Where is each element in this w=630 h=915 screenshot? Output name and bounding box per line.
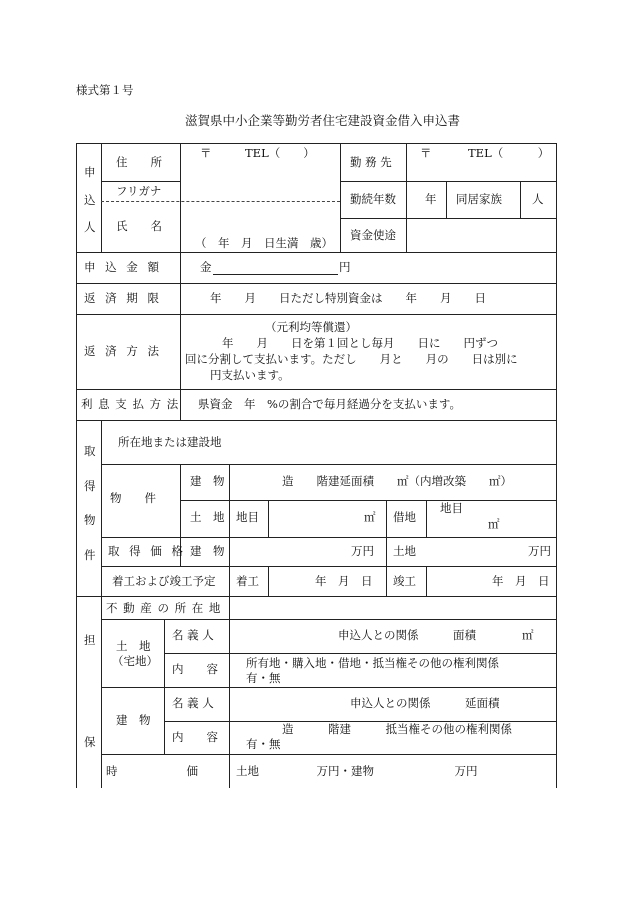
- furigana-label: フリガナ: [116, 184, 162, 198]
- start-label: 着工: [236, 574, 259, 588]
- section-label-collateral: 担 保: [84, 633, 96, 749]
- amount-label: 申 込 金 額: [84, 260, 162, 274]
- years-unit: 年: [425, 192, 437, 206]
- form-number: 様式第１号: [76, 83, 134, 97]
- address-label: 住 所: [116, 155, 162, 169]
- land-content-label: 内 容: [172, 662, 218, 676]
- amount-prefix: 金: [200, 260, 212, 274]
- value-label: 時 価: [106, 764, 198, 778]
- collateral-land-label: 土 地: [116, 639, 151, 653]
- interest-label: 利 息 支 払 方 法: [81, 397, 180, 411]
- collateral-building-label: 建 物: [116, 713, 151, 727]
- family-label: 同居家族: [456, 192, 502, 206]
- period-label: 返 済 期 限: [84, 291, 162, 305]
- land-label: 土 地: [190, 510, 225, 524]
- workplace-label: 勤 務 先: [350, 155, 392, 169]
- section-label-applicant: 申 込 人: [84, 165, 96, 234]
- land-content-line2[interactable]: 有・無: [246, 671, 281, 685]
- leased-land-category: 地目: [440, 501, 463, 515]
- method-line3[interactable]: 回に分割して支払います。ただし 月と 月の 日は別に: [185, 352, 518, 366]
- method-line2[interactable]: 年 月 日を第１回とし毎月 日に 円ずつ: [222, 336, 498, 350]
- interest-text[interactable]: 県資金 年 %の割合で毎月経過分を支払います。: [198, 397, 462, 411]
- period-text[interactable]: 年 月 日ただし特別資金は 年 月 日: [210, 291, 486, 305]
- section-label-acquired: 取 得 物 件: [84, 444, 96, 562]
- land-relation-text[interactable]: 申込人との関係 面積 ㎡: [338, 628, 534, 642]
- building-text[interactable]: 造 階建延面積 ㎡（内増改築 ㎡）: [282, 474, 512, 488]
- building-relation-text[interactable]: 申込人との関係 延面積: [350, 696, 500, 710]
- building-label: 建 物: [190, 474, 225, 488]
- land-category-label: 地目: [236, 510, 259, 524]
- workplace-tel-field[interactable]: TEL（ ）: [468, 146, 550, 160]
- postal-mark: 〒: [200, 146, 212, 160]
- realestate-label: 不 動 産 の 所 在 地: [106, 601, 222, 615]
- start-date[interactable]: 年 月 日: [315, 574, 373, 588]
- amount-input-line[interactable]: [213, 274, 338, 275]
- leased-land-label: 借地: [393, 510, 416, 524]
- workplace-postal: 〒: [420, 146, 432, 160]
- land-owner-label: 名 義 人: [172, 628, 214, 642]
- form-title: 滋賀県中小企業等勤労者住宅建設資金借入申込書: [185, 113, 461, 128]
- leased-land-sqm: ㎡: [488, 517, 500, 531]
- price-land-unit: 万円: [528, 544, 551, 558]
- land-sqm: ㎡: [364, 510, 376, 524]
- building-content-line1[interactable]: 造 階建 抵当権その他の権利関係: [282, 722, 512, 736]
- schedule-label: 着工および竣工予定: [112, 574, 216, 588]
- name-label: 氏 名: [116, 219, 162, 233]
- price-land-label: 土地: [393, 544, 416, 558]
- tel-field[interactable]: TEL（ ）: [245, 146, 315, 160]
- method-line4[interactable]: 円支払います。: [210, 368, 290, 382]
- price-label: 取 得 価 格: [108, 544, 186, 558]
- price-building-label: 建 物: [190, 544, 225, 558]
- value-text[interactable]: 土地 万円・建物 万円: [236, 764, 478, 778]
- birth-field[interactable]: （ 年 月 日生満 歳）: [195, 236, 333, 250]
- end-date[interactable]: 年 月 日: [492, 574, 550, 588]
- end-label: 竣工: [393, 574, 416, 588]
- location-label: 所在地または建設地: [118, 435, 222, 449]
- property-label: 物 件: [110, 491, 156, 505]
- method-line1: （元利均等償還）: [265, 320, 357, 334]
- building-content-label: 内 容: [172, 730, 218, 744]
- collateral-land-sub: （宅地）: [112, 654, 158, 668]
- purpose-label: 資金使途: [350, 228, 396, 242]
- method-label: 返 済 方 法: [84, 344, 162, 358]
- land-content-line1[interactable]: 所有地・購入地・借地・抵当権その他の権利関係: [246, 656, 499, 670]
- price-building-unit: 万円: [351, 544, 374, 558]
- years-label: 勤続年数: [350, 192, 396, 206]
- building-content-line2[interactable]: 有・無: [246, 737, 281, 751]
- building-owner-label: 名 義 人: [172, 696, 214, 710]
- family-unit: 人: [532, 192, 544, 206]
- amount-suffix: 円: [339, 260, 351, 274]
